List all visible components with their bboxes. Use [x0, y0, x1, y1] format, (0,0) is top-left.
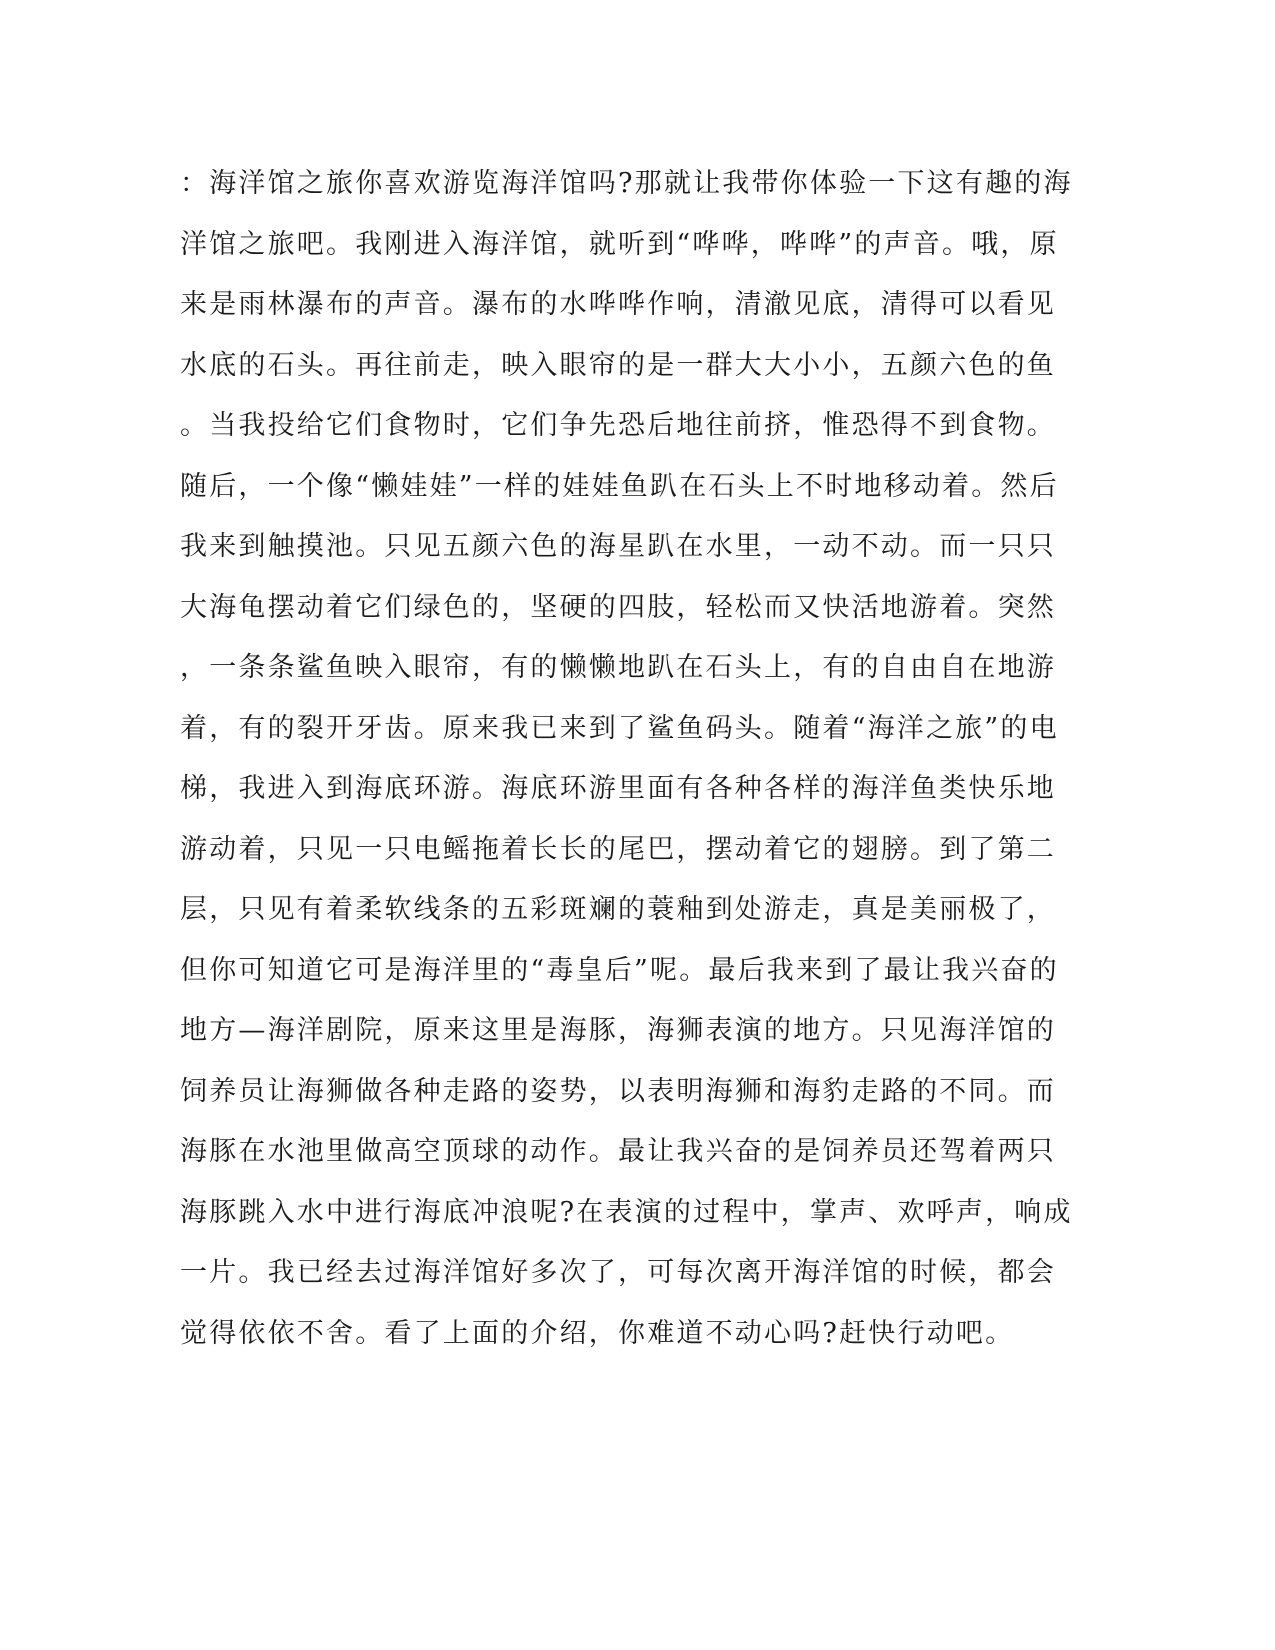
text-line: 我来到触摸池。只见五颜六色的海星趴在水里，一动不动。而一只只 [180, 531, 1056, 562]
text-line: 饲养员让海狮做各种走路的姿势，以表明海狮和海豹走路的不同。而 [180, 1075, 1056, 1107]
text-line: 水底的石头。再往前走，映入眼帘的是一群大大小小，五颜六色的鱼 [180, 349, 1056, 381]
text-line: 梯，我进入到海底环游。海底环游里面有各种各样的海洋鱼类快乐地 [180, 773, 1056, 804]
text-line: 随后，一个像“懒娃娃”一样的娃娃鱼趴在石头上不时地移动着。然后 [180, 470, 1059, 502]
text-line: 层，只见有着柔软线条的五彩斑斓的蓑釉到处游走，真是美丽极了， [180, 894, 1056, 925]
text-line: 地方—海洋剧院，原来这里是海豚，海狮表演的地方。只见海洋馆的 [180, 1015, 1056, 1046]
text-line: 但你可知道它可是海洋里的“毒皇后”呢。最后我来到了最让我兴奋的 [180, 954, 1059, 986]
text-line: ，一条条鲨鱼映入眼帘，有的懒懒地趴在石头上，有的自由自在地游 [180, 652, 1056, 683]
text-line: 觉得依依不舍。看了上面的介绍，你难道不动心吗?赶快行动吧。 [180, 1317, 1015, 1349]
text-line: 大海龟摆动着它们绿色的，坚硬的四肢，轻松而又快活地游着。突然 [180, 591, 1056, 623]
text-line: 。当我投给它们食物时，它们争先恐后地往前挤，惟恐得不到食物。 [180, 410, 1056, 441]
text-line: 一片。我已经去过海洋馆好多次了，可每次离开海洋馆的时候，都会 [180, 1257, 1056, 1288]
text-line: 游动着，只见一只电鳐拖着长长的尾巴，摆动着它的翅膀。到了第二 [180, 833, 1056, 865]
text-line: ：海洋馆之旅你喜欢游览海洋馆吗?那就让我带你体验一下这有趣的海 [180, 168, 1073, 199]
text-line: 来是雨林瀑布的声音。瀑布的水哗哗作响，清澈见底，清得可以看见 [180, 289, 1056, 320]
text-line: 洋馆之旅吧。我刚进入海洋馆，就听到“哗哗，哗哗”的声音。哦，原 [180, 228, 1059, 260]
text-line: 着，有的裂开牙齿。原来我已来到了鲨鱼码头。随着“海洋之旅”的电 [180, 712, 1059, 744]
text-line: 海豚在水池里做高空顶球的动作。最让我兴奋的是饲养员还驾着两只 [180, 1136, 1056, 1167]
text-line: 海豚跳入水中进行海底冲浪呢?在表演的过程中，掌声、欢呼声，响成 [180, 1196, 1073, 1228]
essay-body [180, 154, 1073, 1364]
